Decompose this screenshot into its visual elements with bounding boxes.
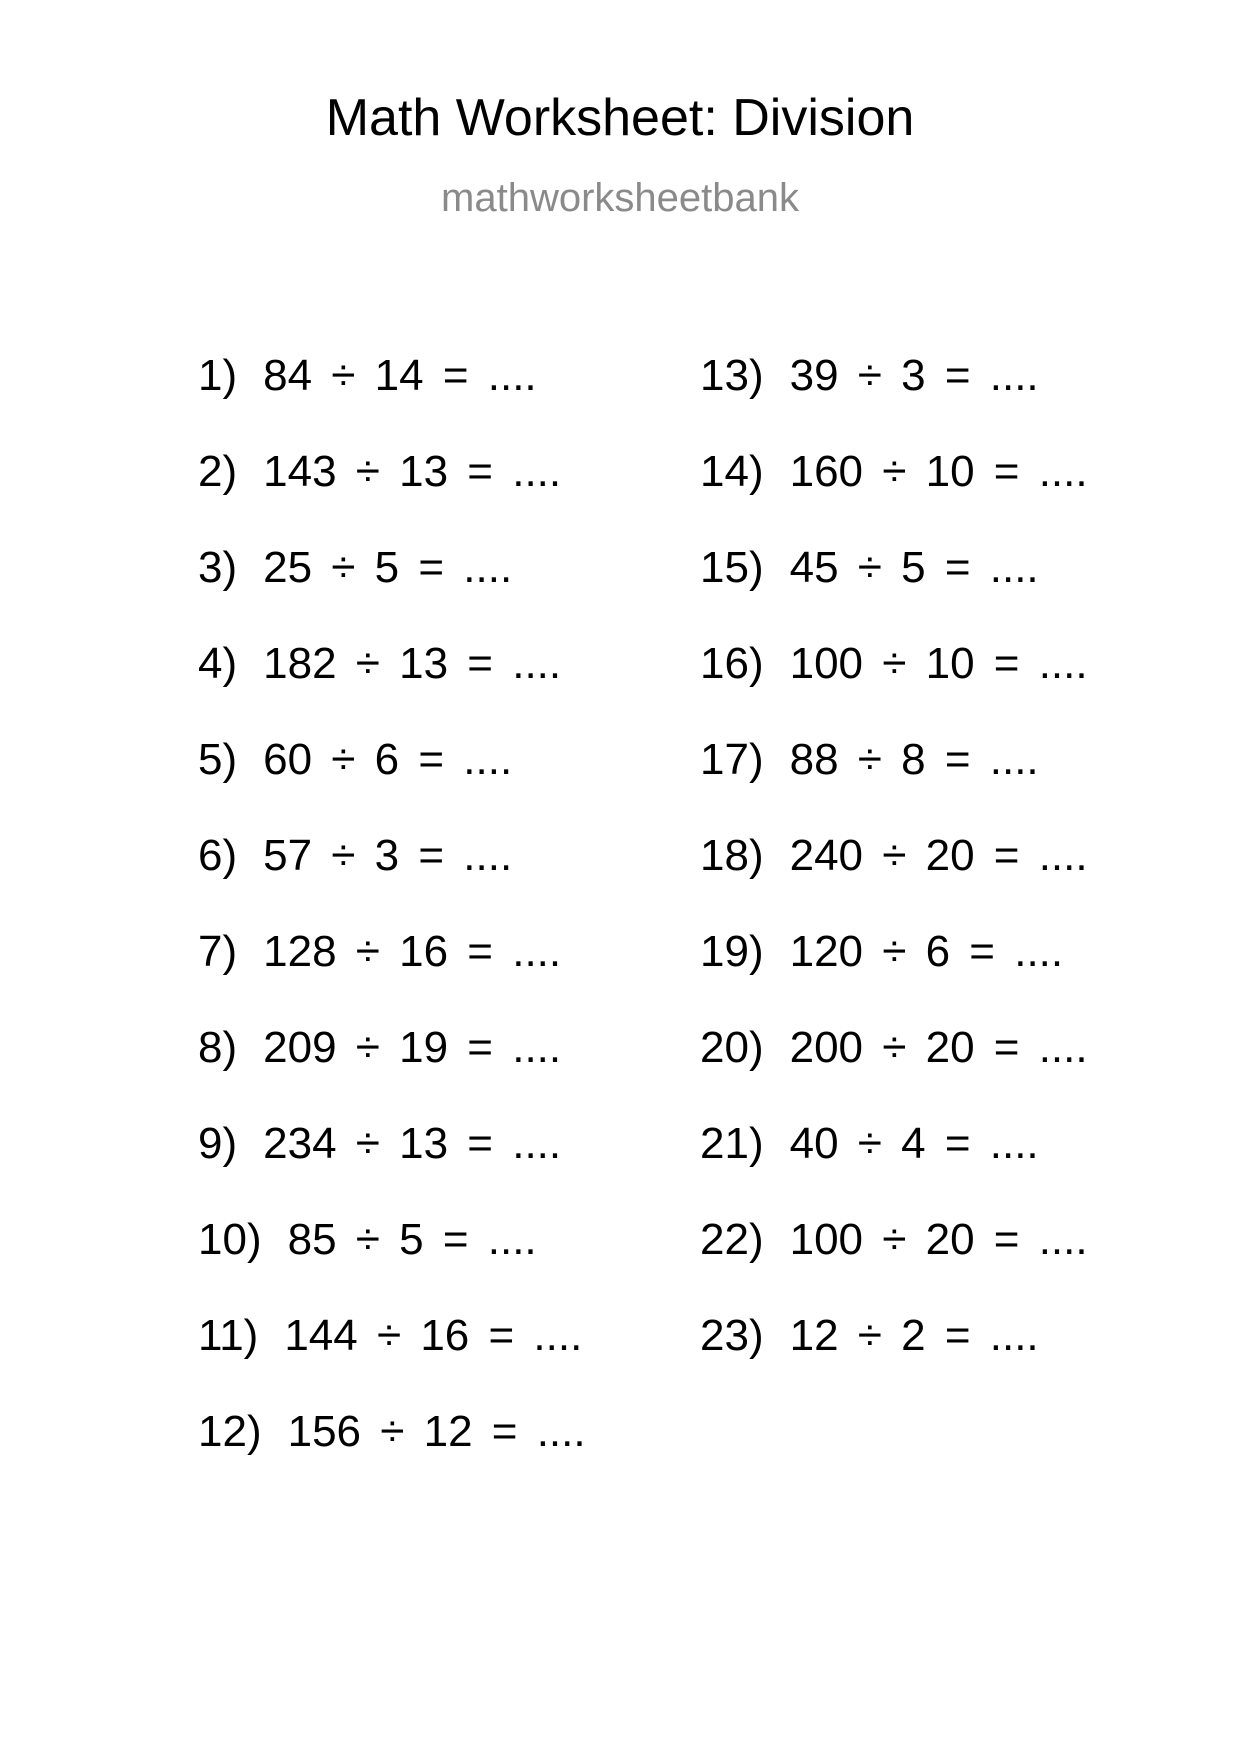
problems-column-left [198,328,586,1480]
problem-expression: 85 ÷ 5 = .... [287,1215,537,1264]
problem-row [198,520,586,616]
problem-row [198,616,586,712]
problem-number: 11) [198,1311,259,1360]
problem-row [700,712,1088,808]
problem-row [700,616,1088,712]
problem-expression: 100 ÷ 20 = .... [789,1215,1088,1264]
problem-expression: 240 ÷ 20 = .... [789,831,1088,880]
problem-number: 15) [700,543,764,592]
problem-row [198,808,586,904]
problem-row [198,1096,586,1192]
problem-row [198,1192,586,1288]
problem-expression: 60 ÷ 6 = .... [263,735,513,784]
problem-expression: 144 ÷ 16 = .... [284,1311,583,1360]
problem-row [700,1192,1088,1288]
problem-number: 10) [198,1215,262,1264]
problem-expression: 182 ÷ 13 = .... [263,639,562,688]
problem-expression: 160 ÷ 10 = .... [789,447,1088,496]
problem-number: 19) [700,927,764,976]
problem-expression: 234 ÷ 13 = .... [263,1119,562,1168]
problem-expression: 39 ÷ 3 = .... [789,351,1039,400]
problems-column-right [700,328,1088,1384]
problem-expression: 120 ÷ 6 = .... [789,927,1064,976]
problem-number: 12) [198,1407,262,1456]
problem-number: 7) [198,927,238,976]
problem-expression: 200 ÷ 20 = .... [789,1023,1088,1072]
problem-row [700,808,1088,904]
problem-expression: 100 ÷ 10 = .... [789,639,1088,688]
problem-number: 4) [198,639,238,688]
problem-expression: 40 ÷ 4 = .... [789,1119,1039,1168]
problem-row [700,1096,1088,1192]
problem-number: 1) [198,351,238,400]
problem-row [700,328,1088,424]
problem-expression: 25 ÷ 5 = .... [263,543,513,592]
problem-row [700,1288,1088,1384]
problem-row [198,904,586,1000]
problem-row [198,712,586,808]
problem-row [198,1384,586,1480]
problem-row [198,1288,586,1384]
problem-row [700,424,1088,520]
problem-number: 21) [700,1119,764,1168]
problem-number: 6) [198,831,238,880]
problem-row [700,904,1088,1000]
problem-number: 14) [700,447,764,496]
problem-number: 18) [700,831,764,880]
page-subtitle: mathworksheetbank [441,176,799,220]
problem-number: 9) [198,1119,238,1168]
problem-row [198,328,586,424]
problem-row [700,520,1088,616]
problem-row [198,424,586,520]
problem-expression: 57 ÷ 3 = .... [263,831,513,880]
problem-number: 23) [700,1311,764,1360]
problem-number: 20) [700,1023,764,1072]
problem-number: 16) [700,639,764,688]
problem-expression: 12 ÷ 2 = .... [789,1311,1039,1360]
problem-number: 3) [198,543,238,592]
problem-expression: 45 ÷ 5 = .... [789,543,1039,592]
problem-row [198,1000,586,1096]
problem-expression: 143 ÷ 13 = .... [263,447,562,496]
problem-expression: 156 ÷ 12 = .... [287,1407,586,1456]
problem-number: 13) [700,351,764,400]
problem-expression: 128 ÷ 16 = .... [263,927,562,976]
problem-expression: 209 ÷ 19 = .... [263,1023,562,1072]
problem-expression: 84 ÷ 14 = .... [263,351,537,400]
problem-number: 17) [700,735,764,784]
page-title: Math Worksheet: Division [325,89,915,147]
problem-number: 22) [700,1215,764,1264]
problem-row [700,1000,1088,1096]
problem-number: 5) [198,735,238,784]
problem-expression: 88 ÷ 8 = .... [789,735,1039,784]
problem-number: 8) [198,1023,238,1072]
problem-number: 2) [198,447,238,496]
